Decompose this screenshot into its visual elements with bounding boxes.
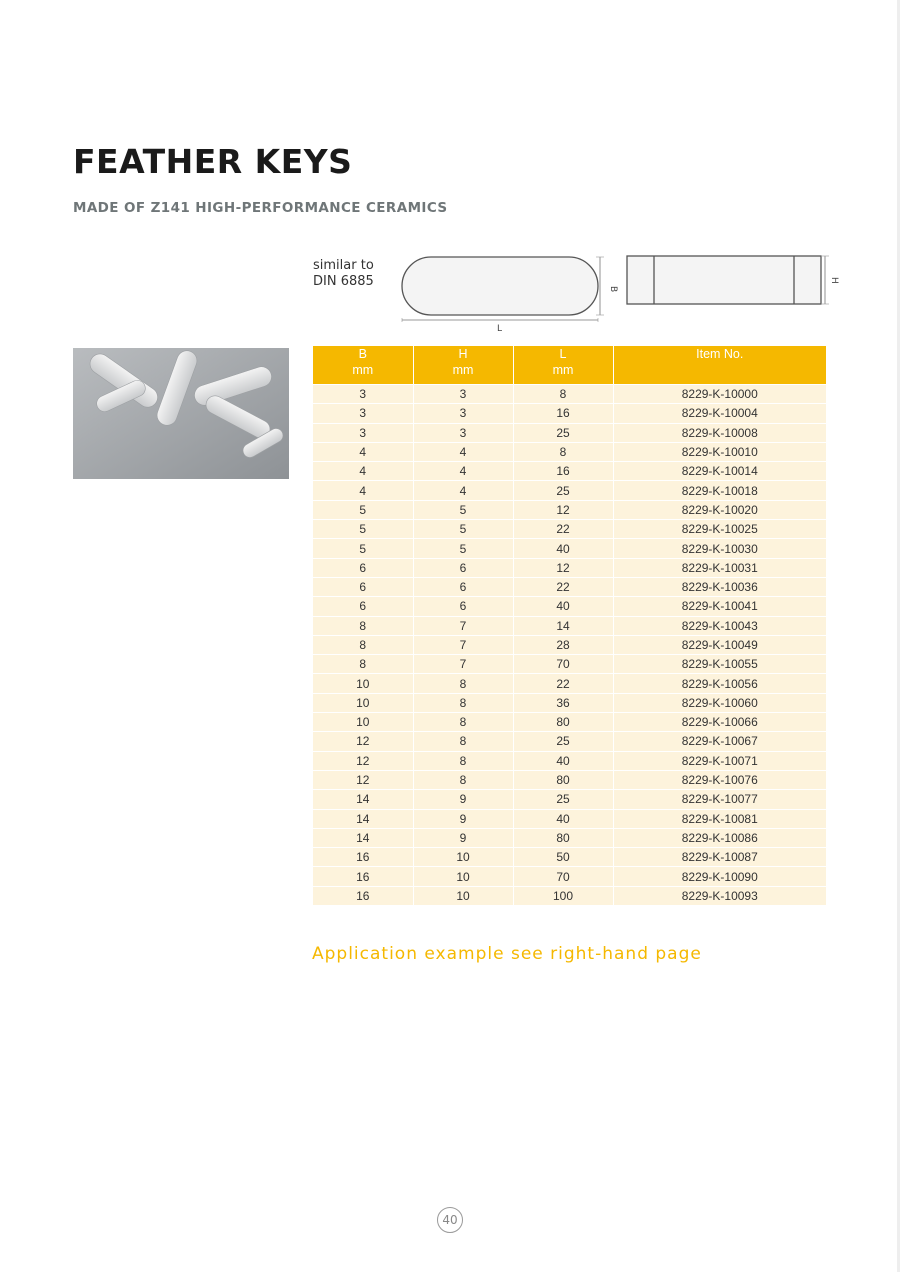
cell-item-no: 8229-K-10077 xyxy=(613,790,826,809)
table-row xyxy=(313,828,826,847)
cell-h: 5 xyxy=(413,539,513,558)
table-row xyxy=(313,790,826,809)
key-top-outline xyxy=(402,257,598,315)
din-standard-label: DIN 6885 xyxy=(313,274,374,289)
cell-l: 12 xyxy=(513,500,613,519)
cell-h: 6 xyxy=(413,577,513,596)
cell-item-no: 8229-K-10067 xyxy=(613,732,826,751)
cell-b: 14 xyxy=(313,809,413,828)
cell-h: 5 xyxy=(413,520,513,539)
cell-item-no: 8229-K-10056 xyxy=(613,674,826,693)
cell-h: 5 xyxy=(413,500,513,519)
cell-item-no: 8229-K-10049 xyxy=(613,635,826,654)
dimension-b-label: B xyxy=(608,286,618,293)
cell-h: 9 xyxy=(413,828,513,847)
cell-item-no: 8229-K-10087 xyxy=(613,848,826,867)
cell-l: 28 xyxy=(513,635,613,654)
cell-b: 8 xyxy=(313,635,413,654)
cell-b: 10 xyxy=(313,674,413,693)
cell-b: 10 xyxy=(313,713,413,732)
cell-l: 40 xyxy=(513,539,613,558)
cell-h: 8 xyxy=(413,751,513,770)
col-header-h xyxy=(413,346,513,385)
table-row xyxy=(313,385,826,404)
cell-b: 12 xyxy=(313,751,413,770)
cell-b: 5 xyxy=(313,539,413,558)
col-header-b-unit: mm xyxy=(352,363,374,377)
page-number: 40 xyxy=(437,1207,463,1233)
cell-b: 12 xyxy=(313,770,413,789)
table-row xyxy=(313,770,826,789)
cell-l: 14 xyxy=(513,616,613,635)
cell-l: 22 xyxy=(513,577,613,596)
dimension-l-label: L xyxy=(497,324,503,334)
cell-item-no: 8229-K-10086 xyxy=(613,828,826,847)
col-header-item-no xyxy=(613,346,826,385)
cell-item-no: 8229-K-10020 xyxy=(613,500,826,519)
cell-b: 4 xyxy=(313,481,413,500)
table-row xyxy=(313,481,826,500)
cell-item-no: 8229-K-10018 xyxy=(613,481,826,500)
cell-item-no: 8229-K-10041 xyxy=(613,597,826,616)
application-example-note: Application example see right-hand page xyxy=(312,944,702,964)
table-row xyxy=(313,442,826,461)
cell-h: 8 xyxy=(413,713,513,732)
cell-h: 10 xyxy=(413,886,513,905)
cell-l: 70 xyxy=(513,867,613,886)
col-header-h-name: H xyxy=(458,347,468,361)
cell-item-no: 8229-K-10010 xyxy=(613,442,826,461)
table-header-row xyxy=(313,346,826,385)
col-header-l-name: L xyxy=(559,347,567,361)
table-row xyxy=(313,616,826,635)
cell-l: 25 xyxy=(513,423,613,442)
cell-l: 100 xyxy=(513,886,613,905)
page-subtitle: MADE OF Z141 HIGH-PERFORMANCE CERAMICS xyxy=(73,200,448,216)
cell-h: 4 xyxy=(413,481,513,500)
key-side-outline xyxy=(627,256,821,304)
cell-item-no: 8229-K-10043 xyxy=(613,616,826,635)
table-row xyxy=(313,848,826,867)
cell-item-no: 8229-K-10008 xyxy=(613,423,826,442)
table-row xyxy=(313,462,826,481)
cell-h: 3 xyxy=(413,404,513,423)
dimension-h-label: H xyxy=(829,277,839,284)
cell-h: 9 xyxy=(413,809,513,828)
cell-b: 14 xyxy=(313,790,413,809)
table-row xyxy=(313,539,826,558)
cell-item-no: 8229-K-10055 xyxy=(613,655,826,674)
table-row xyxy=(313,713,826,732)
cell-l: 40 xyxy=(513,809,613,828)
cell-b: 5 xyxy=(313,500,413,519)
cell-h: 3 xyxy=(413,423,513,442)
cell-h: 8 xyxy=(413,693,513,712)
table-row xyxy=(313,558,826,577)
cell-b: 6 xyxy=(313,577,413,596)
table-row xyxy=(313,635,826,654)
table-row xyxy=(313,674,826,693)
cell-h: 10 xyxy=(413,867,513,886)
cell-l: 50 xyxy=(513,848,613,867)
col-header-b-name: B xyxy=(358,347,367,361)
cell-item-no: 8229-K-10000 xyxy=(613,385,826,404)
cell-l: 36 xyxy=(513,693,613,712)
col-header-l-unit: mm xyxy=(552,363,574,377)
page-title: FEATHER KEYS xyxy=(73,142,353,181)
cell-item-no: 8229-K-10004 xyxy=(613,404,826,423)
cell-h: 6 xyxy=(413,597,513,616)
cell-item-no: 8229-K-10060 xyxy=(613,693,826,712)
cell-h: 8 xyxy=(413,770,513,789)
cell-b: 8 xyxy=(313,616,413,635)
cell-l: 16 xyxy=(513,404,613,423)
table-body xyxy=(313,385,826,906)
cell-b: 4 xyxy=(313,462,413,481)
cell-h: 3 xyxy=(413,385,513,404)
table-row xyxy=(313,520,826,539)
table-row xyxy=(313,423,826,442)
table-row xyxy=(313,693,826,712)
cell-l: 8 xyxy=(513,385,613,404)
cell-b: 6 xyxy=(313,558,413,577)
feather-key-side-view-drawing xyxy=(622,252,844,312)
cell-b: 6 xyxy=(313,597,413,616)
cell-l: 16 xyxy=(513,462,613,481)
cell-b: 3 xyxy=(313,423,413,442)
cell-l: 8 xyxy=(513,442,613,461)
table-row xyxy=(313,751,826,770)
cell-item-no: 8229-K-10093 xyxy=(613,886,826,905)
cell-b: 10 xyxy=(313,693,413,712)
cell-b: 4 xyxy=(313,442,413,461)
table-row xyxy=(313,597,826,616)
table-row xyxy=(313,867,826,886)
cell-l: 25 xyxy=(513,481,613,500)
similar-to-label: similar to xyxy=(313,258,374,273)
cell-item-no: 8229-K-10066 xyxy=(613,713,826,732)
cell-l: 25 xyxy=(513,790,613,809)
cell-b: 12 xyxy=(313,732,413,751)
cell-h: 4 xyxy=(413,442,513,461)
cell-b: 16 xyxy=(313,867,413,886)
cell-l: 25 xyxy=(513,732,613,751)
cell-item-no: 8229-K-10081 xyxy=(613,809,826,828)
cell-h: 8 xyxy=(413,732,513,751)
standard-reference xyxy=(313,258,374,290)
cell-item-no: 8229-K-10014 xyxy=(613,462,826,481)
table-row xyxy=(313,655,826,674)
ceramic-feather-keys-photo xyxy=(73,348,289,479)
cell-item-no: 8229-K-10031 xyxy=(613,558,826,577)
col-header-b xyxy=(313,346,413,385)
cell-l: 80 xyxy=(513,713,613,732)
cell-item-no: 8229-K-10076 xyxy=(613,770,826,789)
cell-l: 80 xyxy=(513,828,613,847)
col-header-item-no-name: Item No. xyxy=(696,347,744,361)
cell-l: 22 xyxy=(513,674,613,693)
cell-h: 4 xyxy=(413,462,513,481)
table-row xyxy=(313,732,826,751)
cell-b: 16 xyxy=(313,848,413,867)
cell-item-no: 8229-K-10090 xyxy=(613,867,826,886)
cell-h: 8 xyxy=(413,674,513,693)
cell-b: 5 xyxy=(313,520,413,539)
feather-key-top-view-drawing xyxy=(398,252,618,334)
cell-item-no: 8229-K-10030 xyxy=(613,539,826,558)
col-header-h-unit: mm xyxy=(452,363,474,377)
table-row xyxy=(313,809,826,828)
cell-b: 8 xyxy=(313,655,413,674)
table-row xyxy=(313,577,826,596)
cell-h: 9 xyxy=(413,790,513,809)
cell-h: 7 xyxy=(413,616,513,635)
cell-b: 14 xyxy=(313,828,413,847)
cell-b: 3 xyxy=(313,385,413,404)
cell-item-no: 8229-K-10036 xyxy=(613,577,826,596)
cell-h: 7 xyxy=(413,655,513,674)
cell-h: 10 xyxy=(413,848,513,867)
table-row xyxy=(313,404,826,423)
table-row xyxy=(313,886,826,905)
cell-b: 16 xyxy=(313,886,413,905)
col-header-l xyxy=(513,346,613,385)
cell-item-no: 8229-K-10025 xyxy=(613,520,826,539)
cell-l: 12 xyxy=(513,558,613,577)
cell-l: 70 xyxy=(513,655,613,674)
cell-l: 40 xyxy=(513,751,613,770)
feather-keys-table xyxy=(313,346,826,905)
cell-l: 40 xyxy=(513,597,613,616)
cell-h: 6 xyxy=(413,558,513,577)
cell-item-no: 8229-K-10071 xyxy=(613,751,826,770)
cell-l: 80 xyxy=(513,770,613,789)
cell-h: 7 xyxy=(413,635,513,654)
cell-b: 3 xyxy=(313,404,413,423)
cell-l: 22 xyxy=(513,520,613,539)
table-row xyxy=(313,500,826,519)
